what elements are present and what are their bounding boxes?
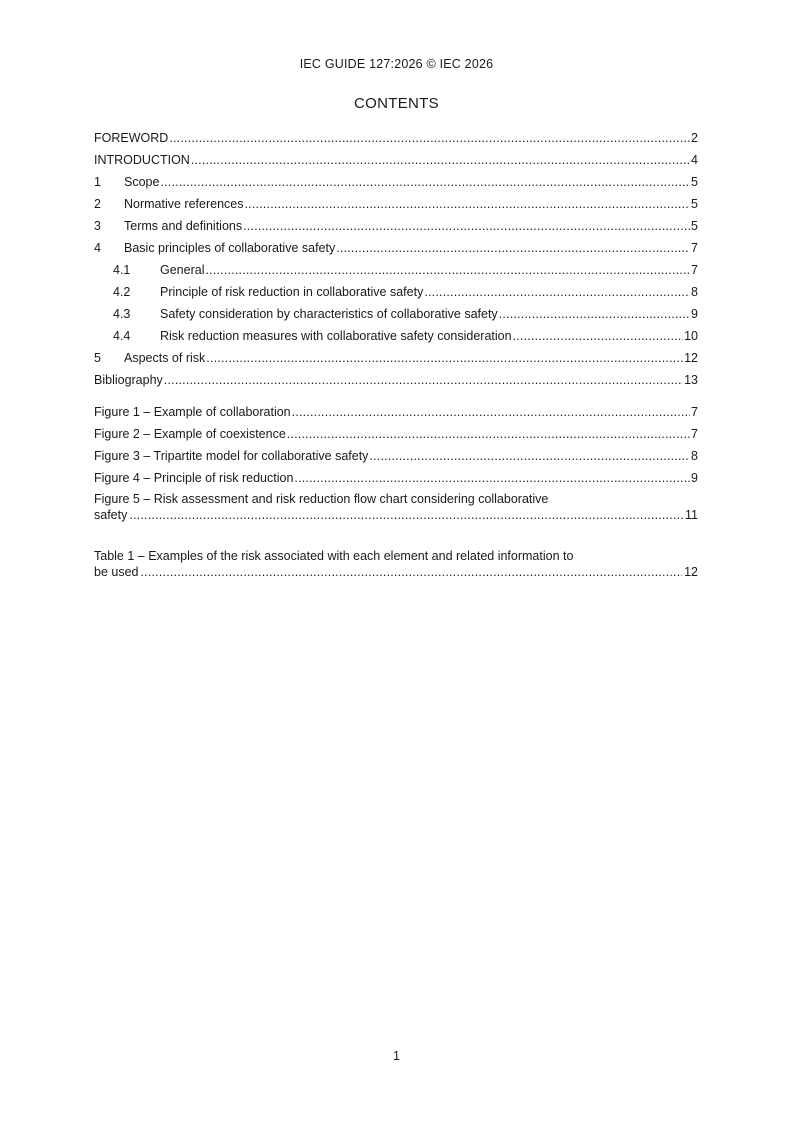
- toc-entry-basic-principles[interactable]: [94, 233, 698, 255]
- toc-figure-page: 7: [691, 405, 698, 419]
- toc-entry-bibliography[interactable]: [94, 365, 698, 387]
- toc-leader-dots: [513, 329, 684, 343]
- toc-figure-page: 8: [691, 449, 698, 463]
- toc-entry-scope[interactable]: [94, 167, 698, 189]
- toc-entry-risk-reduction-measures[interactable]: [94, 321, 698, 343]
- toc-entry-terms-definitions[interactable]: [94, 211, 698, 233]
- toc-entry-text: Normative references: [124, 197, 244, 211]
- toc-leader-dots: [164, 373, 683, 387]
- toc-entry-page: 8: [691, 285, 698, 299]
- toc-leader-dots: [160, 175, 690, 189]
- page-number: 1: [393, 1049, 400, 1063]
- toc-entry-text: FOREWORD: [94, 131, 169, 145]
- toc-entry-number: 3: [94, 219, 101, 233]
- toc-entry-text: Risk reduction measures with collaborative safety consideration: [160, 329, 512, 343]
- toc-leader-dots: [245, 197, 691, 211]
- toc-leader-dots: [292, 405, 690, 419]
- toc-leader-dots: [294, 471, 690, 485]
- document-header: IEC GUIDE 127:2026 © IEC 2026: [299, 57, 494, 71]
- toc-entry-text: General: [160, 263, 205, 277]
- toc-leader-dots: [129, 507, 683, 523]
- toc-entry-page: 9: [691, 307, 698, 321]
- toc-entry-principle-risk-reduction[interactable]: [94, 277, 698, 299]
- toc-leader-dots: [369, 449, 690, 463]
- toc-entry-page: 5: [691, 197, 698, 211]
- toc-figure-2[interactable]: [94, 419, 698, 441]
- toc-leader-dots: [205, 263, 690, 277]
- toc-entry-number: 2: [94, 197, 101, 211]
- toc-figure-text: Figure 1 – Example of collaboration: [94, 405, 291, 419]
- toc-entry-text: INTRODUCTION: [94, 153, 190, 167]
- toc-entry-page: 4: [691, 153, 698, 167]
- toc-entry-number: 4.3: [113, 307, 131, 321]
- toc-leader-dots: [287, 427, 690, 441]
- toc-figure-text-continued: safety: [94, 508, 128, 522]
- toc-leader-dots: [424, 285, 690, 299]
- toc-entry-number: 4: [94, 241, 101, 255]
- toc-figures: [94, 397, 698, 523]
- toc-entry-number: 5: [94, 351, 101, 365]
- toc-leader-dots: [243, 219, 690, 233]
- toc-entry-page: 5: [691, 219, 698, 233]
- toc-entry-page: 13: [684, 373, 698, 387]
- contents-title: CONTENTS: [354, 95, 439, 112]
- toc-entry-normative-references[interactable]: [94, 189, 698, 211]
- toc-table-page: 12: [684, 565, 698, 579]
- toc-figure-text: Figure 5 – Risk assessment and risk reduction flow chart considering collaborative: [94, 492, 549, 506]
- toc-entry-number: 4.2: [113, 285, 131, 299]
- toc-figure-text: Figure 3 – Tripartite model for collaborative safety: [94, 449, 369, 463]
- toc-figure-1[interactable]: [94, 397, 698, 419]
- toc-leader-dots: [206, 351, 683, 365]
- toc-entry-text: Bibliography: [94, 373, 163, 387]
- toc-tables: [94, 548, 698, 580]
- toc-entry-number: 4.4: [113, 329, 131, 343]
- toc-entry-text: Principle of risk reduction in collaborative safety: [160, 285, 424, 299]
- toc-figure-text: Figure 4 – Principle of risk reduction: [94, 471, 294, 485]
- toc-leader-dots: [499, 307, 690, 321]
- toc-entry-number: 4.1: [113, 263, 131, 277]
- toc-entry-text: Scope: [124, 175, 160, 189]
- toc-entry-page: 5: [691, 175, 698, 189]
- toc-figure-page: 11: [685, 508, 698, 522]
- toc-entry-page: 10: [684, 329, 698, 343]
- toc-leader-dots: [169, 131, 690, 145]
- toc-leader-dots: [191, 153, 690, 167]
- toc-entry-text: Basic principles of collaborative safety: [124, 241, 336, 255]
- toc-figure-5[interactable]: [94, 491, 698, 523]
- toc-table-1[interactable]: [94, 548, 698, 580]
- toc-leader-dots: [140, 564, 682, 580]
- toc-entry-aspects-of-risk[interactable]: [94, 343, 698, 365]
- toc-entry-general[interactable]: [94, 255, 698, 277]
- toc-entry-page: 7: [691, 263, 698, 277]
- toc-entry-page: 12: [684, 351, 698, 365]
- toc-entry-number: 1: [94, 175, 101, 189]
- toc-entry-introduction[interactable]: [94, 145, 698, 167]
- toc-figure-4[interactable]: [94, 463, 698, 485]
- toc-figure-3[interactable]: [94, 441, 698, 463]
- toc-figure-page: 9: [691, 471, 698, 485]
- toc-entry-text: Safety consideration by characteristics of collaborative safety: [160, 307, 498, 321]
- toc-entry-foreword[interactable]: [94, 123, 698, 145]
- toc-leader-dots: [336, 241, 690, 255]
- toc-sections: [94, 123, 698, 387]
- toc-entry-page: 2: [691, 131, 698, 145]
- toc-entry-text: Aspects of risk: [124, 351, 206, 365]
- toc-table-text-continued: be used: [94, 565, 139, 579]
- toc-entry-safety-consideration[interactable]: [94, 299, 698, 321]
- toc-figure-text: Figure 2 – Example of coexistence: [94, 427, 286, 441]
- toc-figure-page: 7: [691, 427, 698, 441]
- toc-entry-text: Terms and definitions: [124, 219, 243, 233]
- toc-entry-page: 7: [691, 241, 698, 255]
- toc-table-text: Table 1 – Examples of the risk associated with each element and related information to: [94, 549, 574, 563]
